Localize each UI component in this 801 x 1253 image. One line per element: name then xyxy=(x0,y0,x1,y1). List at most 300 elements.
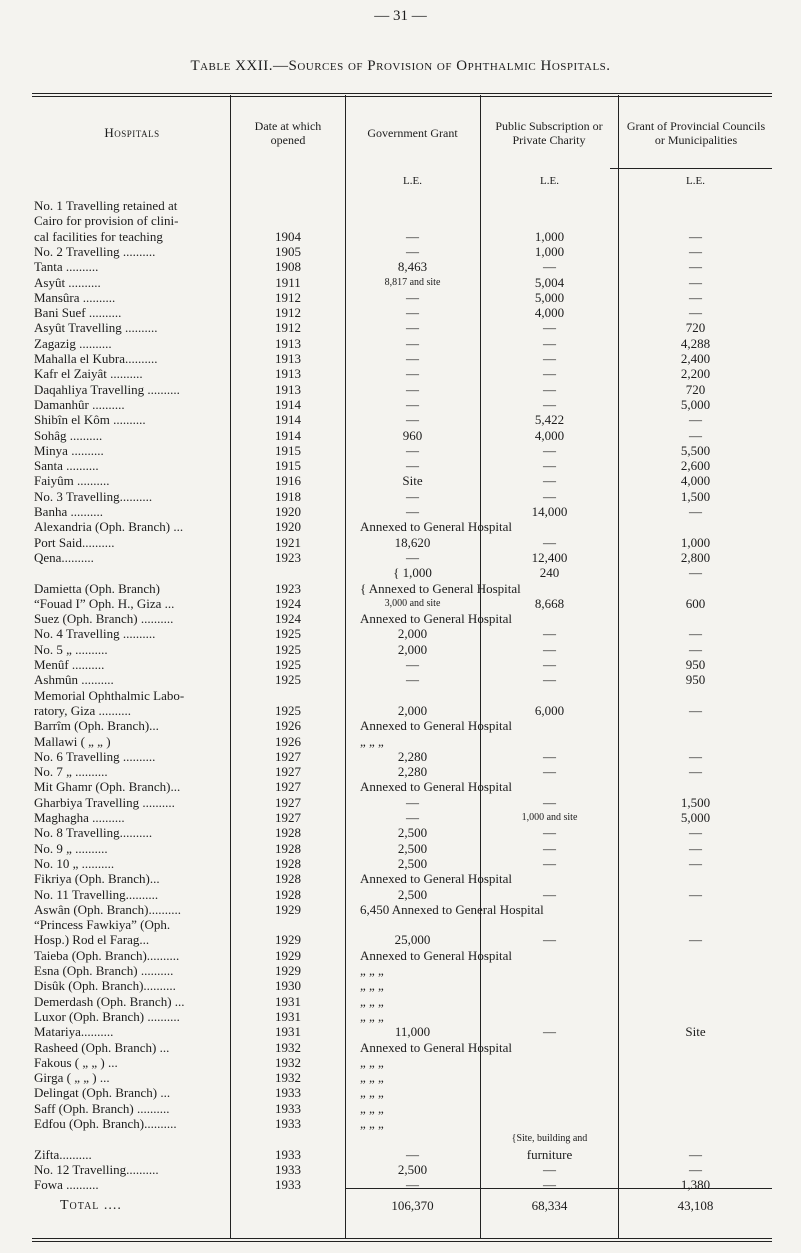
government-grant: — xyxy=(406,810,419,825)
year-opened: 1911 xyxy=(275,274,301,290)
year-opened: 1932 xyxy=(275,1070,301,1086)
hospital-name: Menûf .......... xyxy=(34,657,105,672)
year-opened: 1915 xyxy=(275,442,301,458)
table-row xyxy=(0,994,801,1009)
public-subscription: 14,000 xyxy=(531,504,568,519)
hospital-name: No. 10 „ .......... xyxy=(34,855,115,871)
page-number: — 31 — xyxy=(374,8,427,24)
government-grant: — xyxy=(406,458,419,474)
year-opened: 1920 xyxy=(275,504,301,519)
government-grant: 2,500 xyxy=(397,886,428,902)
table-row xyxy=(0,596,801,611)
table-title xyxy=(0,58,801,75)
hospital-name: Ashmûn .......... xyxy=(34,672,114,688)
hospital-name: Barrîm (Oph. Branch)... xyxy=(34,718,159,734)
hospital-name: Kafr el Zaiyât .......... xyxy=(34,366,143,382)
provincial-grant: 950 xyxy=(685,657,706,672)
hospital-name: “Princess Fawkiya” (Oph. xyxy=(34,917,171,933)
government-grant: 2,500 xyxy=(397,1161,428,1177)
provincial-grant: — xyxy=(689,825,702,841)
public-subscription: — xyxy=(543,764,556,780)
public-subscription: — xyxy=(543,657,556,672)
provincial-grant: — xyxy=(689,412,702,428)
hospital-name: Shibîn el Kôm .......... xyxy=(34,412,146,428)
year-opened: 1914 xyxy=(275,427,301,443)
hospital-name: Santa .......... xyxy=(34,458,99,474)
year-opened: 1928 xyxy=(275,825,301,841)
table-row xyxy=(0,428,801,443)
provincial-grant: — xyxy=(689,886,702,902)
government-grant: — xyxy=(406,366,419,382)
provincial-grant: — xyxy=(689,427,702,443)
year-opened: 1915 xyxy=(275,458,301,474)
hospital-name: Aswân (Oph. Branch).......... xyxy=(34,901,181,917)
provincial-grant: — xyxy=(689,243,702,259)
annex-note: 6,450 Annexed to General Hospital xyxy=(360,901,544,917)
provincial-grant: — xyxy=(689,641,702,657)
top-rule-2 xyxy=(32,96,772,97)
government-grant: — xyxy=(406,412,419,428)
public-subscription: — xyxy=(543,534,556,550)
hospital-name: No. 3 Travelling.......... xyxy=(34,488,153,504)
annex-note: Annexed to General Hospital xyxy=(360,871,512,887)
table-row xyxy=(0,856,801,871)
provincial-grant: 2,400 xyxy=(680,351,711,366)
public-subscription: 8,668 xyxy=(534,595,565,611)
public-subscription: 12,400 xyxy=(531,549,568,565)
hospital-name: Saff (Oph. Branch) .......... xyxy=(34,1100,170,1116)
government-grant: — xyxy=(406,243,419,259)
government-grant: 2,280 xyxy=(397,748,428,764)
public-subscription: — xyxy=(543,840,556,856)
year-opened: 1927 xyxy=(275,810,301,825)
table-row xyxy=(0,734,801,749)
year-opened: 1913 xyxy=(275,366,301,382)
hospital-name: Gharbiya Travelling .......... xyxy=(34,794,175,810)
provincial-grant: 1,000 xyxy=(680,534,711,550)
hospital-name: No. 4 Travelling .......... xyxy=(34,626,156,642)
annex-note: Annexed to General Hospital xyxy=(360,718,512,734)
provincial-grant: — xyxy=(689,840,702,856)
provincial-grant: Site xyxy=(685,1024,706,1040)
government-grant: 3,000 and site xyxy=(384,597,441,609)
public-subscription: — xyxy=(543,825,556,841)
public-subscription: — xyxy=(543,748,556,764)
table-row xyxy=(0,688,801,703)
year-opened: 1925 xyxy=(275,626,301,642)
public-subscription: — xyxy=(543,932,556,948)
public-subscription: — xyxy=(543,259,556,275)
unit-gov: L.E. xyxy=(403,175,422,187)
government-grant: — xyxy=(406,1146,419,1162)
annex-note: Annexed to General Hospital xyxy=(360,779,512,795)
public-subscription: — xyxy=(543,473,556,489)
public-subscription: furniture xyxy=(526,1146,573,1162)
hospital-name: Rasheed (Oph. Branch) ... xyxy=(34,1039,170,1055)
year-opened: 1924 xyxy=(275,611,301,627)
public-subscription: 1,000 and site xyxy=(521,812,578,823)
government-grant: — xyxy=(406,549,419,565)
government-grant: 2,000 xyxy=(397,626,428,642)
provincial-grant: 720 xyxy=(685,381,706,397)
total-grant: 43,108 xyxy=(677,1198,714,1213)
header-rule xyxy=(610,168,772,169)
year-opened: 1933 xyxy=(275,1085,301,1101)
year-opened: 1913 xyxy=(275,381,301,397)
government-grant: — xyxy=(406,672,419,688)
table-row xyxy=(0,1070,801,1085)
total-label: Total .... xyxy=(60,1198,122,1213)
hospital-name: Fikriya (Oph. Branch)... xyxy=(34,871,160,887)
table-row xyxy=(0,932,801,947)
provincial-grant: 600 xyxy=(685,595,706,611)
government-grant: — xyxy=(406,351,419,366)
provincial-grant: 1,500 xyxy=(680,794,711,810)
public-subscription: 5,000 xyxy=(534,289,565,305)
bottom-rule xyxy=(32,1238,772,1239)
table-row xyxy=(0,902,801,917)
provincial-grant: — xyxy=(689,1161,702,1177)
provincial-grant: 720 xyxy=(685,320,706,336)
table-row xyxy=(0,779,801,794)
year-opened: 1920 xyxy=(275,519,301,535)
unit-grant: L.E. xyxy=(686,175,705,187)
table-row xyxy=(0,871,801,886)
government-grant: 25,000 xyxy=(394,932,431,948)
government-grant: — xyxy=(406,504,419,519)
hospital-name: Mahalla el Kubra.......... xyxy=(34,351,158,366)
provincial-grant: 5,500 xyxy=(680,442,711,458)
table-row xyxy=(0,550,801,565)
public-subscription: 4,000 xyxy=(534,305,565,321)
table-row xyxy=(0,1101,801,1116)
hospital-name: No. 8 Travelling.......... xyxy=(34,825,153,841)
government-grant: 8,463 xyxy=(397,259,428,275)
hospital-name: Memorial Ophthalmic Labo- xyxy=(34,687,185,703)
hospital-name: Fowa .......... xyxy=(34,1177,99,1193)
public-subscription: — xyxy=(543,641,556,657)
table-row xyxy=(0,581,801,596)
table-row xyxy=(0,305,801,320)
annex-note: „ „ „ xyxy=(360,978,384,994)
hospital-name: Cairo for provision of clini- xyxy=(34,213,179,229)
public-subscription: — xyxy=(543,366,556,382)
annex-note: { Annexed to General Hospital xyxy=(360,580,521,596)
provincial-grant: 5,000 xyxy=(680,810,711,825)
table-row xyxy=(0,290,801,305)
public-subscription: — xyxy=(543,381,556,397)
year-opened: 1921 xyxy=(275,534,301,550)
table-row xyxy=(0,458,801,473)
government-grant: — xyxy=(406,320,419,336)
hospital-name: Minya .......... xyxy=(34,442,104,458)
total-pub: 68,334 xyxy=(531,1198,568,1213)
annex-note: „ „ „ xyxy=(360,1054,384,1070)
hospital-name: Asyût .......... xyxy=(34,274,101,290)
year-opened: 1923 xyxy=(275,580,301,596)
table-row xyxy=(0,259,801,274)
annex-note: Annexed to General Hospital xyxy=(360,947,512,963)
year-opened: 1928 xyxy=(275,871,301,887)
public-subscription: — xyxy=(543,351,556,366)
table-row xyxy=(0,1024,801,1039)
hospital-name: Sohâg .......... xyxy=(34,427,103,443)
table-row xyxy=(0,1040,801,1055)
public-subscription: — xyxy=(543,458,556,474)
table-row xyxy=(0,473,801,488)
public-subscription: — xyxy=(543,1024,556,1040)
table-row xyxy=(0,504,801,519)
year-opened: 1926 xyxy=(275,718,301,734)
hospital-name: Asyût Travelling .......... xyxy=(34,320,158,336)
hospital-name: Qena.......... xyxy=(34,549,94,565)
annex-note: Annexed to General Hospital xyxy=(360,611,512,627)
public-subscription: {Site, building and xyxy=(511,1133,588,1145)
hospital-name: Luxor (Oph. Branch) .......... xyxy=(34,1008,180,1024)
public-subscription: — xyxy=(543,335,556,351)
government-grant: — xyxy=(406,1177,419,1193)
government-grant: — xyxy=(406,794,419,810)
hospital-name: Girga ( „ „ ) ... xyxy=(34,1070,110,1086)
provincial-grant: — xyxy=(689,274,702,290)
government-grant: 2,500 xyxy=(397,825,428,841)
year-opened: 1916 xyxy=(275,473,301,489)
table-row xyxy=(0,213,801,228)
year-opened: 1928 xyxy=(275,855,301,871)
year-opened: 1933 xyxy=(275,1146,301,1162)
table-row xyxy=(0,397,801,412)
provincial-grant: 4,288 xyxy=(680,335,711,351)
year-opened: 1929 xyxy=(275,947,301,963)
table-row xyxy=(0,1009,801,1024)
public-subscription: — xyxy=(543,442,556,458)
government-grant: 18,620 xyxy=(394,534,431,550)
hospital-name: Damietta (Oph. Branch) xyxy=(34,580,160,596)
table-row xyxy=(0,1055,801,1070)
hospital-name: Esna (Oph. Branch) .......... xyxy=(34,963,174,978)
year-opened: 1905 xyxy=(275,243,301,259)
hospital-name: Suez (Oph. Branch) .......... xyxy=(34,611,174,627)
year-opened: 1931 xyxy=(275,1024,301,1040)
hospital-name: No. 9 „ .......... xyxy=(34,840,108,856)
provincial-grant: — xyxy=(689,855,702,871)
year-opened: 1933 xyxy=(275,1161,301,1177)
provincial-grant: 2,200 xyxy=(680,366,711,382)
table-row xyxy=(0,1116,801,1131)
table-title-prefix: Table XXII. xyxy=(190,58,273,74)
government-grant: { 1,000 xyxy=(393,565,432,581)
table-row xyxy=(0,1085,801,1100)
table-row xyxy=(0,948,801,963)
year-opened: 1914 xyxy=(275,396,301,412)
year-opened: 1913 xyxy=(275,351,301,366)
header-provincial-grant: Grant of Provincial Councils or Municipalities xyxy=(626,119,766,147)
hospital-name: Taieba (Oph. Branch).......... xyxy=(34,947,180,963)
table-row xyxy=(0,764,801,779)
public-subscription: — xyxy=(543,1177,556,1193)
annex-note: „ „ „ xyxy=(360,993,384,1009)
provincial-grant: — xyxy=(689,702,702,718)
government-grant: 960 xyxy=(402,427,423,443)
table-row xyxy=(0,412,801,427)
table-row xyxy=(0,1147,801,1162)
hospital-name: cal facilities for teaching xyxy=(34,228,163,244)
government-grant: 2,500 xyxy=(397,855,428,871)
hospital-name: Delingat (Oph. Branch) ... xyxy=(34,1085,171,1101)
public-subscription: 6,000 xyxy=(534,702,565,718)
provincial-grant: — xyxy=(689,504,702,519)
year-opened: 1908 xyxy=(275,259,301,275)
table-row xyxy=(0,565,801,580)
table-row xyxy=(0,672,801,687)
table-row xyxy=(0,275,801,290)
provincial-grant: — xyxy=(689,1146,702,1162)
public-subscription: — xyxy=(543,672,556,688)
hospital-name: Hosp.) Rod el Farag... xyxy=(34,932,150,948)
provincial-grant: 2,600 xyxy=(680,458,711,474)
header-date-opened: Date at which opened xyxy=(254,119,322,147)
annex-note: „ „ „ xyxy=(360,1070,384,1086)
annex-note: „ „ „ xyxy=(360,1116,384,1131)
year-opened: 1927 xyxy=(275,764,301,780)
total-gov: 106,370 xyxy=(391,1198,434,1213)
table-row xyxy=(0,642,801,657)
unit-pub: L.E. xyxy=(540,175,559,187)
public-subscription: — xyxy=(543,886,556,902)
provincial-grant: — xyxy=(689,626,702,642)
government-grant: 2,280 xyxy=(397,764,428,780)
government-grant: — xyxy=(406,396,419,412)
year-opened: 1925 xyxy=(275,641,301,657)
year-opened: 1912 xyxy=(275,289,301,305)
government-grant: — xyxy=(406,335,419,351)
government-grant: — xyxy=(406,289,419,305)
public-subscription: — xyxy=(543,1161,556,1177)
table-row xyxy=(0,825,801,840)
table-row xyxy=(0,657,801,672)
hospital-name: Zagazig .......... xyxy=(34,335,112,351)
hospital-name: Daqahliya Travelling .......... xyxy=(34,381,180,397)
public-subscription: — xyxy=(543,855,556,871)
provincial-grant: — xyxy=(689,305,702,321)
hospital-name: Bani Suef .......... xyxy=(34,305,122,321)
government-grant: 2,000 xyxy=(397,641,428,657)
hospital-name: Fakous ( „ „ ) ... xyxy=(34,1054,118,1070)
hospital-name: Mit Ghamr (Oph. Branch)... xyxy=(34,779,181,795)
table-row xyxy=(0,320,801,335)
provincial-grant: 4,000 xyxy=(680,473,711,489)
table-row xyxy=(0,489,801,504)
table-row xyxy=(0,382,801,397)
hospital-name: Damanhûr .......... xyxy=(34,396,125,412)
public-subscription: 240 xyxy=(539,565,560,581)
table-row xyxy=(0,749,801,764)
header-government-grant: Government Grant xyxy=(367,126,458,140)
hospital-name: Disûk (Oph. Branch).......... xyxy=(34,978,176,994)
table-row xyxy=(0,519,801,534)
public-subscription: 5,004 xyxy=(534,274,565,290)
hospital-name: Port Said.......... xyxy=(34,534,115,550)
table-row xyxy=(0,841,801,856)
table-row xyxy=(0,795,801,810)
government-grant: — xyxy=(406,442,419,458)
provincial-grant: 950 xyxy=(685,672,706,688)
table-row xyxy=(0,535,801,550)
public-subscription: — xyxy=(543,794,556,810)
hospital-name: No. 6 Travelling .......... xyxy=(34,748,156,764)
table-row xyxy=(0,443,801,458)
provincial-grant: 1,500 xyxy=(680,488,711,504)
table-row xyxy=(0,198,801,213)
hospital-name: Zifta.......... xyxy=(34,1146,92,1162)
government-grant: 2,000 xyxy=(397,702,428,718)
government-grant: — xyxy=(406,305,419,321)
annex-note: Annexed to General Hospital xyxy=(360,519,512,535)
government-grant: — xyxy=(406,228,419,244)
hospital-name: Demerdash (Oph. Branch) ... xyxy=(34,993,185,1009)
public-subscription: — xyxy=(543,320,556,336)
year-opened: 1929 xyxy=(275,963,301,978)
annex-note: Annexed to General Hospital xyxy=(360,1039,512,1055)
hospital-name: Alexandria (Oph. Branch) ... xyxy=(34,519,184,535)
year-opened: 1933 xyxy=(275,1100,301,1116)
table-row xyxy=(0,229,801,244)
year-opened: 1931 xyxy=(275,993,301,1009)
provincial-grant: 1,380 xyxy=(680,1177,711,1193)
annex-note: „ „ „ xyxy=(360,963,384,978)
table-row xyxy=(0,244,801,259)
government-grant: — xyxy=(406,488,419,504)
public-subscription: — xyxy=(543,488,556,504)
provincial-grant: — xyxy=(689,259,702,275)
hospital-name: Matariya.......... xyxy=(34,1024,114,1040)
public-subscription: 1,000 xyxy=(534,243,565,259)
hospital-name: No. 1 Travelling retained at xyxy=(34,198,178,213)
public-subscription: — xyxy=(543,626,556,642)
year-opened: 1932 xyxy=(275,1054,301,1070)
public-subscription: 4,000 xyxy=(534,427,565,443)
provincial-grant: 5,000 xyxy=(680,396,711,412)
hospital-name: Faiyûm .......... xyxy=(34,473,110,489)
hospital-name: No. 12 Travelling.......... xyxy=(34,1161,159,1177)
year-opened: 1904 xyxy=(275,228,301,244)
hospital-name: Mansûra .......... xyxy=(34,289,116,305)
table-row xyxy=(0,917,801,932)
public-subscription: — xyxy=(543,396,556,412)
table-row xyxy=(0,336,801,351)
table-row xyxy=(0,1131,801,1146)
table-row xyxy=(0,366,801,381)
bottom-rule-2 xyxy=(32,1241,772,1242)
provincial-grant: — xyxy=(689,228,702,244)
year-opened: 1928 xyxy=(275,840,301,856)
hospital-name: “Fouad I” Oph. H., Giza ... xyxy=(34,595,175,611)
year-opened: 1918 xyxy=(275,488,301,504)
provincial-grant: — xyxy=(689,289,702,305)
government-grant: — xyxy=(406,657,419,672)
government-grant: — xyxy=(406,381,419,397)
year-opened: 1924 xyxy=(275,595,301,611)
provincial-grant: — xyxy=(689,748,702,764)
table-row xyxy=(0,810,801,825)
table-row xyxy=(0,703,801,718)
hospital-name: No. 2 Travelling .......... xyxy=(34,243,156,259)
year-opened: 1928 xyxy=(275,886,301,902)
table-row xyxy=(0,963,801,978)
table-row xyxy=(0,626,801,641)
header-public-subscription: Public Subscription or Private Charity xyxy=(495,119,603,147)
annex-note: „ „ „ xyxy=(360,1085,384,1101)
